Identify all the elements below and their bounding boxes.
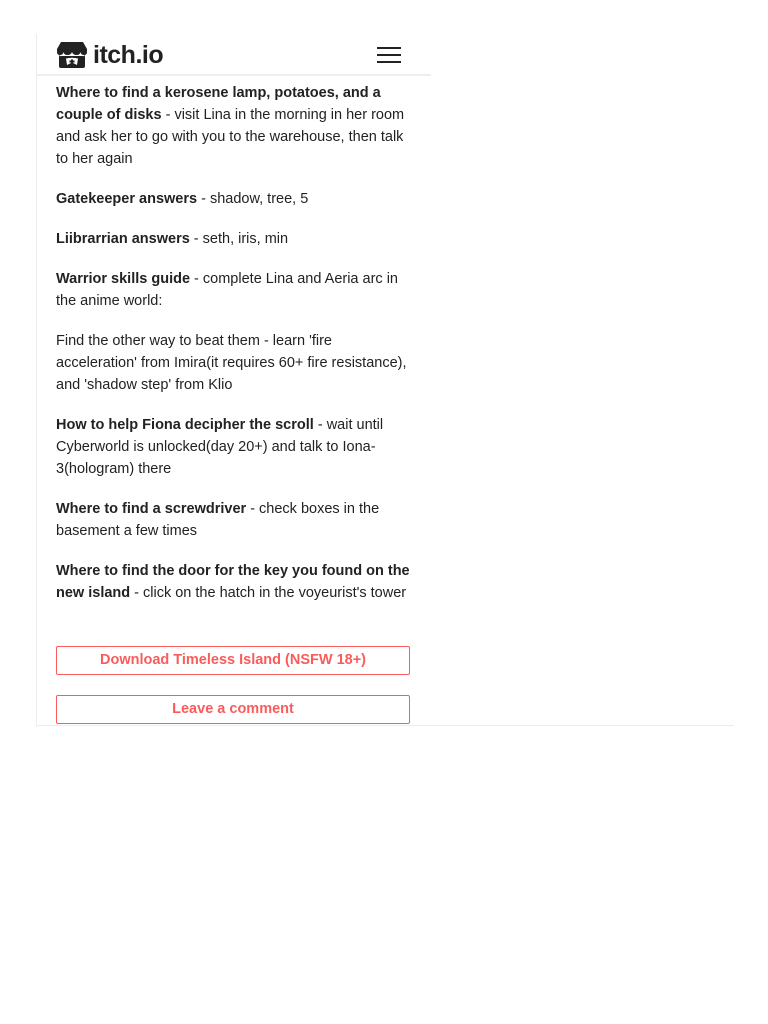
item-heading: Where to find a kerosene lamp, potatoes, and a couple of disks bbox=[56, 85, 381, 123]
list-item bbox=[56, 82, 416, 170]
list-item bbox=[56, 330, 416, 396]
list-item bbox=[56, 414, 416, 480]
itchio-logo-link[interactable] bbox=[56, 40, 163, 70]
list-item bbox=[56, 228, 416, 250]
logo-text: itch.io bbox=[93, 41, 164, 69]
item-text: - seth, iris, min bbox=[189, 231, 289, 247]
item-text: - complete Lina and Aeria arc in the anime world: bbox=[56, 271, 398, 309]
item-heading: Gatekeeper answers bbox=[56, 191, 198, 207]
item-heading: Where to find the door for the key you found on the new island bbox=[56, 563, 410, 601]
site-header bbox=[37, 34, 431, 76]
article-body bbox=[56, 82, 416, 622]
hamburger-menu-icon bbox=[377, 54, 401, 56]
item-heading: Warrior skills guide bbox=[56, 271, 191, 287]
item-text: - wait until Cyberworld is unlocked(day 20+) and talk to Iona-3(hologram) there bbox=[56, 417, 384, 477]
item-heading: How to help Fiona decipher the scroll bbox=[56, 417, 314, 433]
item-heading: Where to find a screwdriver bbox=[56, 501, 247, 517]
item-text: - shadow, tree, 5 bbox=[197, 191, 309, 207]
leave-comment-button[interactable]: Leave a comment bbox=[56, 695, 410, 724]
hamburger-menu-icon bbox=[377, 47, 401, 49]
menu-button[interactable] bbox=[374, 44, 404, 66]
download-button[interactable]: Download Timeless Island (NSFW 18+) bbox=[56, 646, 410, 675]
list-item bbox=[56, 268, 416, 312]
item-text: - check boxes in the basement a few times bbox=[56, 501, 380, 539]
list-item bbox=[56, 188, 416, 210]
hamburger-menu-icon bbox=[377, 61, 401, 63]
list-item bbox=[56, 498, 416, 542]
item-heading: Liibrarrian answers bbox=[56, 231, 190, 247]
page-container bbox=[36, 34, 734, 726]
item-text: Find the other way to beat them - learn 'fire acceleration' from Imira(it requires 60+ fire resistance), and 'shadow step' from Klio bbox=[56, 333, 407, 393]
list-item bbox=[56, 560, 416, 604]
item-text: - click on the hatch in the voyeurist's tower bbox=[130, 585, 407, 601]
itchio-storefront-icon bbox=[56, 41, 88, 69]
item-text: - visit Lina in the morning in her room and ask her to go with you to the warehouse, then talk to her again bbox=[56, 107, 405, 167]
